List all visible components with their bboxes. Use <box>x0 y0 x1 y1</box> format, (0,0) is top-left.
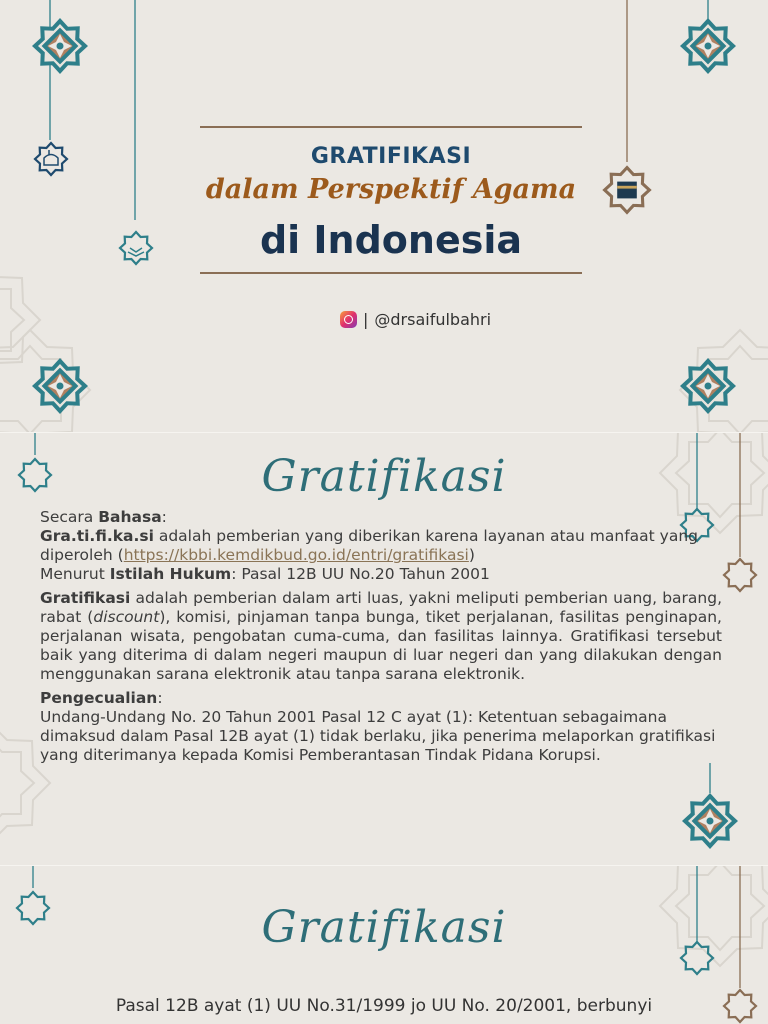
quran-star-icon <box>116 228 156 268</box>
bahasa-line: Secara Bahasa: <box>40 508 167 526</box>
definition-text <box>40 508 722 765</box>
instagram-icon <box>340 311 357 328</box>
separator: | <box>363 310 369 329</box>
section-heading: Gratifikasi <box>261 451 507 502</box>
ornament-icon <box>678 356 738 416</box>
gratifikasi-definition: Gratifikasi adalah pemberian dalam arti luas, yakni meliputi pemberian uang, barang, rabat (discount), komisi, pinjaman tanpa bunga, tiket perjalanan, fasilitas penginapan, perjalanan wisata, pengobatan cuma-cuma, dan fasilitas lainnya. Gratifikasi tersebut baik yang diterima di dalam negeri maupun di luar negeri dan yang dilakukan dengan menggunakan sarana elektronik atau tanpa sarana elektronik. <box>40 589 722 683</box>
bottom-rule <box>200 272 582 274</box>
istilah-line: Menurut Istilah Hukum: Pasal 12B UU No.20 Tahun 2001 <box>40 565 490 583</box>
pasal-slide <box>0 865 768 1024</box>
ornament-icon <box>678 16 738 76</box>
bahasa-definition: Gra.ti.fi.ka.si adalah pemberian yang diberikan karena layanan atau manfaat yang diperoleh (https://kbbi.kemdikbud.go.id/entri/gratifikasi) <box>40 527 699 564</box>
title-line-1: GRATIFIKASI <box>310 144 472 169</box>
title-line-2: dalam Perspektif Agama <box>205 174 577 205</box>
pasal-text: Pasal 12B ayat (1) UU No.31/1999 jo UU No. 20/2001, berbunyi <box>115 996 653 1016</box>
top-rule <box>200 126 582 128</box>
handle-text: @drsaifulbahri <box>374 310 492 329</box>
title-slide <box>0 0 768 432</box>
ornament-icon <box>30 16 90 76</box>
pengecualian-text: Undang-Undang No. 20 Tahun 2001 Pasal 12 C ayat (1): Ketentuan sebagaimana dimaksud dalam Pasal 12B ayat (1) tidak berlaku, jika penerima melaporkan gratifikasi yang diterimanya kepada Komisi Pemberantasan Tindak Pidana Korupsi. <box>40 708 716 764</box>
title-block <box>200 126 582 276</box>
kbbi-link[interactable]: https://kbbi.kemdikbud.go.id/entri/gratifikasi <box>123 546 469 564</box>
social-handle <box>340 310 491 329</box>
ornament-icon <box>680 791 740 851</box>
section-heading: Gratifikasi <box>261 902 507 953</box>
ornament-icon <box>30 356 90 416</box>
pengecualian-heading: Pengecualian: <box>40 689 163 707</box>
mosque-star-icon <box>32 140 70 178</box>
kaaba-star-icon <box>601 164 653 216</box>
title-line-3: di Indonesia <box>259 218 523 262</box>
